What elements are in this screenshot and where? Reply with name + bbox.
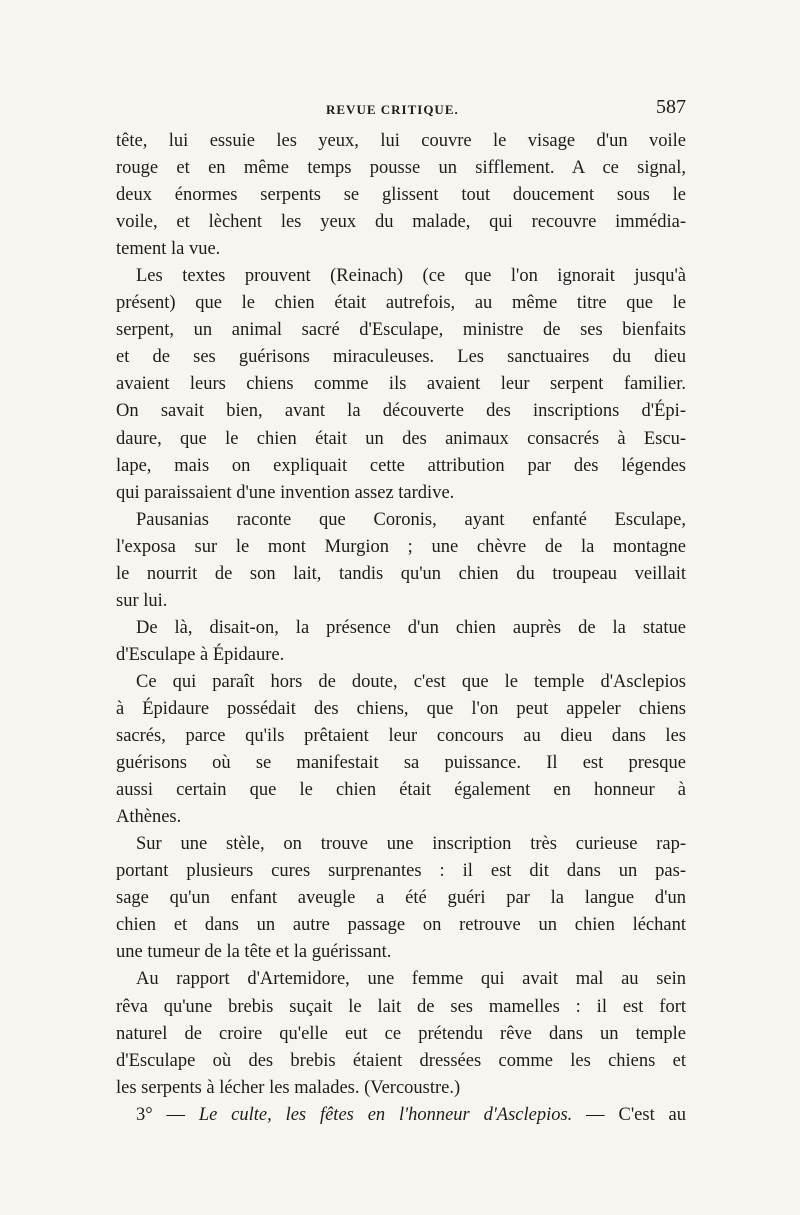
running-head: REVUE CRITIQUE. [326,102,459,117]
text-line: Les textes prouvent (Reinach) (ce que l'on ignorait jusqu'à [136,266,686,287]
text-line: et de ses guérisons miraculeuses. Les sanctuaires du dieu [116,347,686,368]
text-line: tement la vue. [116,239,221,260]
text-line: Pausanias raconte que Coronis, ayant enfanté Esculape, [136,509,686,530]
text-line: sur lui. [116,590,168,611]
text-line: Au rapport d'Artemidore, une femme qui avait mal au sein [136,969,686,990]
text-line: sage qu'un enfant aveugle a été guéri par la langue d'un [116,888,686,909]
text-line: chien et dans un autre passage on retrouve un chien léchant [116,915,686,936]
section-continuation: — C'est au [586,1104,687,1125]
text-line: d'Esculape où des brebis étaient dressées comme les chiens et [116,1050,686,1071]
text-line: portant plusieurs cures surprenantes : il est dit dans un pas- [116,861,686,882]
text-line: d'Esculape à Épidaure. [116,644,285,665]
section-heading-line [116,1102,686,1129]
text-line: tête, lui essuie les yeux, lui couvre le visage d'un voile [116,131,686,151]
text-line: avaient leurs chiens comme ils avaient leur serpent familier. [116,374,686,395]
page-header [116,96,686,126]
text-line: une tumeur de la tête et la guérissant. [116,942,392,963]
text-line: rouge et en même temps pousse un sifflement. A ce signal, [116,158,686,179]
text-line: On savait bien, avant la découverte des inscriptions d'Épi- [116,401,686,422]
text-line: voile, et lèchent les yeux du malade, qui recouvre immédia- [116,212,686,233]
text-line: guérisons où se manifestait sa puissance. Il est presque [116,753,686,774]
text-line: à Épidaure possédait des chiens, que l'on peut appeler chiens [116,698,686,719]
text-line: Sur une stèle, on trouve une inscription très curieuse rap- [136,834,686,855]
text-line: le nourrit de son lait, tandis qu'un chien du troupeau veillait [116,563,686,584]
text-line: qui paraissaient d'une invention assez tardive. [116,482,455,503]
text-line: deux énormes serpents se glissent tout doucement sous le [116,185,686,206]
text-line: lape, mais on expliquait cette attribution par des légendes [116,455,686,476]
text-line: sacrés, parce qu'ils prêtaient leur concours au dieu dans les [116,726,686,747]
text-line: De là, disait-on, la présence d'un chien auprès de la statue [136,617,686,638]
text-line: naturel de croire qu'elle eut ce prétendu rêve dans un temple [116,1023,686,1044]
section-title: Le culte, les fêtes en l'honneur d'Asclepios. [198,1104,573,1125]
text-line: aussi certain que le chien était également en honneur à [116,780,686,801]
text-line: l'exposa sur le mont Murgion ; une chèvre de la montagne [116,536,686,557]
text-line: serpent, un animal sacré d'Esculape, ministre de ses bienfaits [116,320,686,341]
page-number: 587 [656,96,686,118]
text-line: présent) que le chien était autrefois, au même titre que le [116,293,686,314]
body-text [116,128,686,1129]
text-line: daure, que le chien était un des animaux consacrés à Escu- [116,428,686,449]
text-line: les serpents à lécher les malades. (Vercoustre.) [116,1077,461,1098]
text-line: rêva qu'une brebis suçait le lait de ses mamelles : il est fort [116,996,686,1017]
section-number: 3° — [136,1104,185,1125]
text-line: Athènes. [116,807,182,828]
text-line: Ce qui paraît hors de doute, c'est que le temple d'Asclepios [136,671,686,692]
